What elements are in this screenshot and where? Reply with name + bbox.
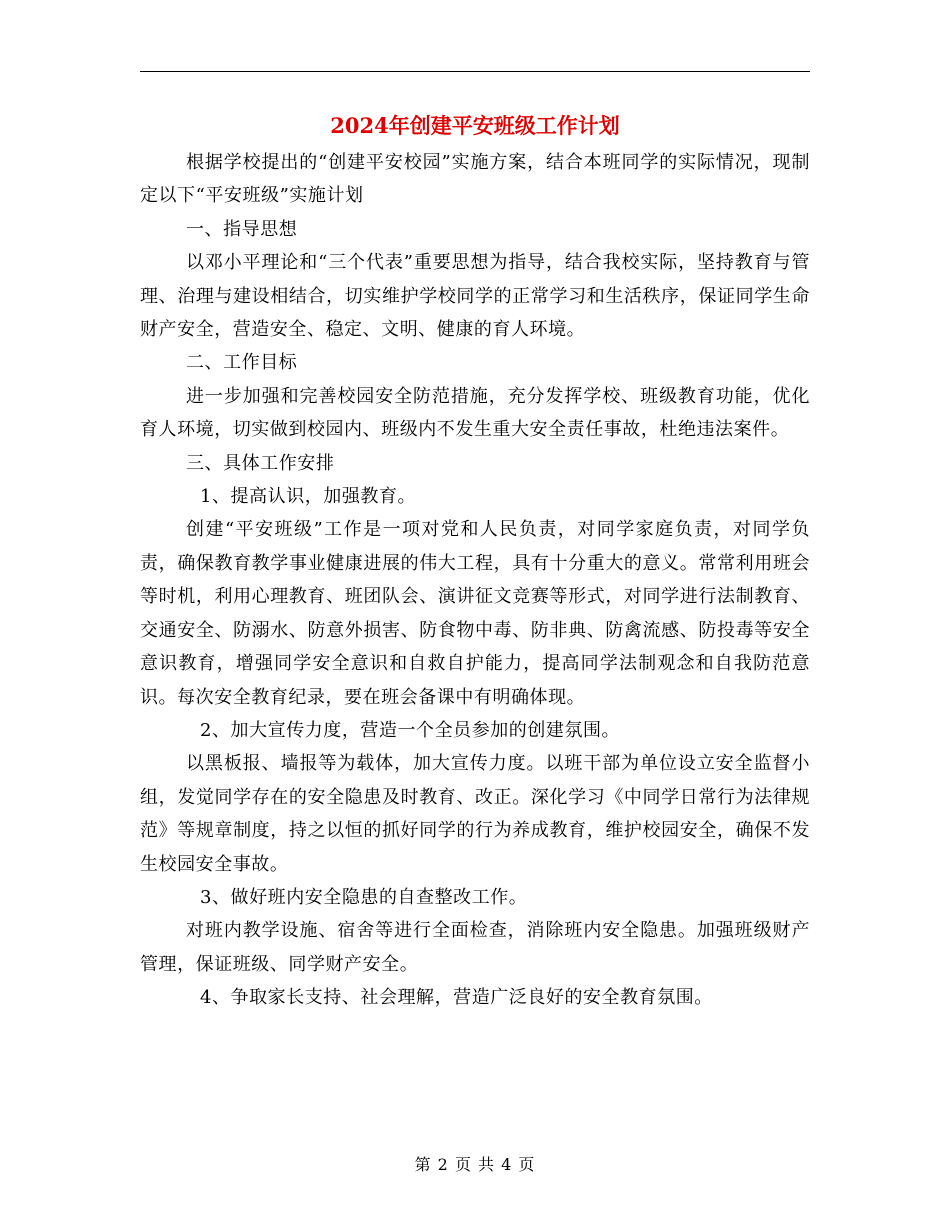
item-heading-3: 3、做好班内安全隐患的自查整改工作。 bbox=[200, 886, 528, 908]
document-title: 2024年创建平安班级工作计划 bbox=[330, 113, 620, 138]
header-rule bbox=[140, 71, 810, 72]
item-heading-2: 2、加大宣传力度，营造一个全员参加的创建氛围。 bbox=[200, 719, 621, 741]
section-paragraph-guiding-ideology: 以邓小平理论和“三个代表”重要思想为指导，结合我校实际，坚持教育与管理、治理与建设相结合，切实维护学校同学的正常学习和生活秩序，保证同学生命财产安全，营造安全、稳定、文明、健康的育人环境。 bbox=[140, 252, 810, 341]
item-paragraph-3: 对班内教学设施、宿舍等进行全面检查，消除班内安全隐患。加强班级财产管理，保证班级、同学财产安全。 bbox=[140, 920, 810, 975]
item-paragraph-2: 以黑板报、墙报等为载体，加大宣传力度。以班干部为单位设立安全监督小组，发觉同学存在的安全隐患及时教育、改正。深化学习《中同学日常行为法律规范》等规章制度，持之以恒的抓好同学的行为养成教育，维护校园安全，确保不发生校园安全事故。 bbox=[140, 753, 810, 875]
intro-paragraph: 根据学校提出的“创建平安校园”实施方案，结合本班同学的实际情况，现制定以下“平安班级”实施计划 bbox=[140, 152, 810, 207]
page-number-footer: 第 2 页 共 4 页 bbox=[414, 1155, 536, 1174]
section-heading-work-arrangements: 三、具体工作安排 bbox=[186, 452, 335, 474]
item-heading-4: 4、争取家长支持、社会理解，营造广泛良好的安全教育氛围。 bbox=[200, 987, 713, 1009]
section-heading-work-goals: 二、工作目标 bbox=[186, 352, 298, 374]
item-paragraph-1: 创建“平安班级”工作是一项对党和人民负责，对同学家庭负责，对同学负责，确保教育教学事业健康进展的伟大工程，具有十分重大的意义。常常利用班会等时机，利用心理教育、班团队会、演讲征文竞赛等形式，对同学进行法制教育、交通安全、防溺水、防意外损害、防食物中毒、防非典、防禽流感、防投毒等安全意识教育，增强同学安全意识和自救自护能力，提高同学法制观念和自我防范意识。每次安全教育纪录，要在班会备课中有明确体现。 bbox=[140, 519, 810, 708]
item-heading-1: 1、提高认识，加强教育。 bbox=[200, 486, 417, 508]
section-heading-guiding-ideology: 一、指导思想 bbox=[186, 218, 298, 240]
section-paragraph-work-goals: 进一步加强和完善校园安全防范措施，充分发挥学校、班级教育功能，优化育人环境，切实做到校园内、班级内不发生重大安全责任事故，杜绝违法案件。 bbox=[140, 385, 810, 441]
document-body bbox=[140, 146, 810, 1015]
